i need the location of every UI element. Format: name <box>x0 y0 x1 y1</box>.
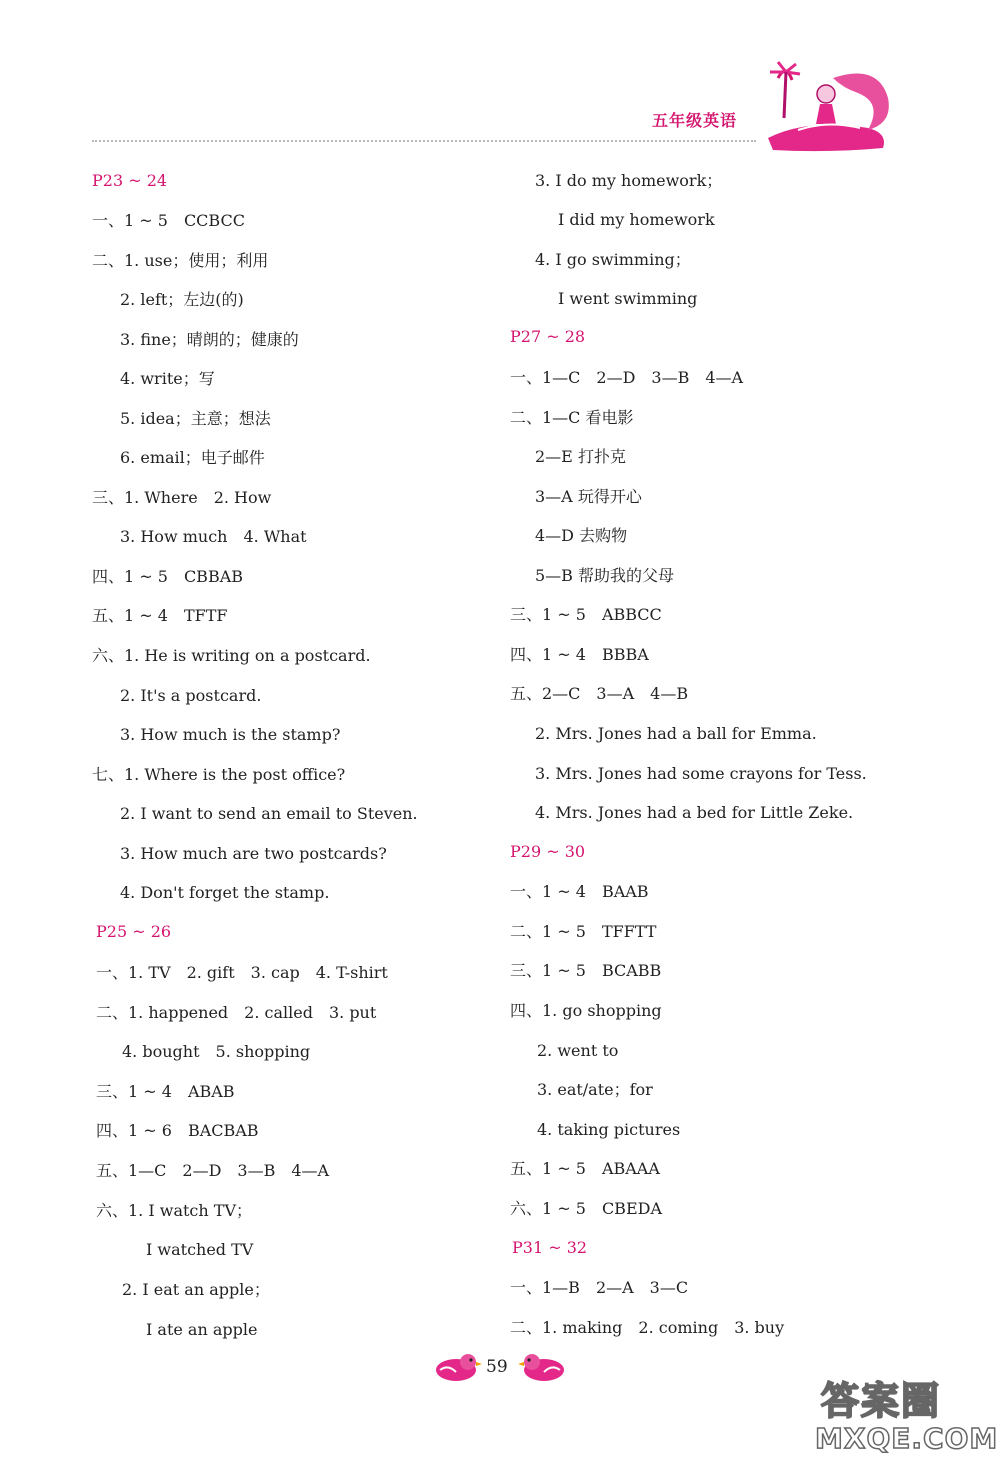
answer-line: 六、1 ~ 5 CBEDA <box>510 1199 663 1218</box>
answer-line: 二、1. use；使用；利用 <box>92 251 269 270</box>
answer-line: 2. I want to send an email to Steven. <box>120 804 418 823</box>
section-heading: P31 ~ 32 <box>512 1238 588 1257</box>
answer-line: 4. I go swimming； <box>535 250 691 269</box>
answer-line: 五、1—C 2—D 3—B 4—A <box>96 1161 330 1180</box>
answer-line: 4. bought 5. shopping <box>122 1042 311 1061</box>
section-heading: P25 ~ 26 <box>96 922 172 941</box>
answer-line: 3. I do my homework； <box>535 171 723 190</box>
answer-line: 二、1 ~ 5 TFFTT <box>510 922 657 941</box>
page-number: 59 <box>486 1357 508 1377</box>
answer-line: 四、1 ~ 5 CBBAB <box>92 567 244 586</box>
header-rule <box>92 140 756 142</box>
answer-line: 三、1 ~ 5 ABBCC <box>510 605 662 624</box>
answer-line: 3. Mrs. Jones had some crayons for Tess. <box>535 764 867 783</box>
answer-line: 四、1 ~ 6 BACBAB <box>96 1121 259 1140</box>
answer-line: 一、1. TV 2. gift 3. cap 4. T-shirt <box>96 963 388 982</box>
watermark-url: MXQE.COM <box>815 1422 999 1455</box>
answer-line: 四、1 ~ 4 BBBA <box>510 645 649 664</box>
surfer-logo-icon <box>748 58 898 158</box>
answer-line: 3. How much are two postcards? <box>120 844 387 863</box>
answer-line: 5. idea；主意；想法 <box>120 409 271 428</box>
answer-line: 2. Mrs. Jones had a ball for Emma. <box>535 724 817 743</box>
answer-line: 4—D 去购物 <box>535 526 628 545</box>
answer-line: 2. It's a postcard. <box>120 686 262 705</box>
answer-line: 二、1. making 2. coming 3. buy <box>510 1318 785 1337</box>
watermark-logo-text: 答案圈 <box>821 1379 942 1423</box>
answer-line: 6. email；电子邮件 <box>120 448 265 467</box>
answer-line: 二、1. happened 2. called 3. put <box>96 1003 377 1022</box>
answer-line: 一、1 ~ 4 BAAB <box>510 882 649 901</box>
answer-line: 三、1 ~ 4 ABAB <box>96 1082 235 1101</box>
answer-line: 3—A 玩得开心 <box>535 487 642 506</box>
answer-line: 一、1 ~ 5 CCBCC <box>92 211 245 230</box>
bird-icon <box>432 1350 482 1382</box>
answer-line: 一、1—B 2—A 3—C <box>510 1278 689 1297</box>
answer-line: 五、2—C 3—A 4—B <box>510 684 689 703</box>
answer-line: 四、1. go shopping <box>510 1001 662 1020</box>
answer-line: 七、1. Where is the post office? <box>92 765 346 784</box>
answer-line: 5—B 帮助我的父母 <box>535 566 675 585</box>
watermark <box>815 1370 999 1458</box>
answer-line: 三、1 ~ 5 BCABB <box>510 961 662 980</box>
answer-line: 3. fine；晴朗的；健康的 <box>120 330 299 349</box>
header-title: 五年级英语 <box>652 111 738 130</box>
answer-line: 二、1—C 看电影 <box>510 408 634 427</box>
bird-icon <box>518 1350 568 1382</box>
answer-line: 4. Mrs. Jones had a bed for Little Zeke. <box>535 803 854 822</box>
answer-line: 2—E 打扑克 <box>535 447 626 466</box>
answer-line: 4. Don't forget the stamp. <box>120 883 330 902</box>
answer-line: I ate an apple <box>146 1320 258 1339</box>
answer-line: I watched TV <box>146 1240 254 1259</box>
section-heading: P29 ~ 30 <box>510 842 586 861</box>
answer-line: 一、1—C 2—D 3—B 4—A <box>510 368 744 387</box>
answer-line: 2. I eat an apple； <box>122 1280 270 1299</box>
answer-line: 六、1. I watch TV； <box>96 1201 253 1220</box>
answer-line: 2. went to <box>537 1041 619 1060</box>
section-heading: P23 ~ 24 <box>92 171 168 190</box>
answer-line: I went swimming <box>558 289 698 308</box>
answer-line: 五、1 ~ 4 TFTF <box>92 606 228 625</box>
answer-line: 3. eat/ate；for <box>537 1080 653 1099</box>
answer-line: 六、1. He is writing on a postcard. <box>92 646 371 665</box>
answer-line: I did my homework <box>558 210 715 229</box>
answer-line: 3. How much 4. What <box>120 527 307 546</box>
answer-line: 4. write；写 <box>120 369 215 388</box>
answer-line: 三、1. Where 2. How <box>92 488 272 507</box>
section-heading: P27 ~ 28 <box>510 327 586 346</box>
answer-line: 2. left；左边(的) <box>120 290 244 309</box>
answer-line: 4. taking pictures <box>537 1120 681 1139</box>
answer-line: 五、1 ~ 5 ABAAA <box>510 1159 660 1178</box>
answer-line: 3. How much is the stamp? <box>120 725 341 744</box>
